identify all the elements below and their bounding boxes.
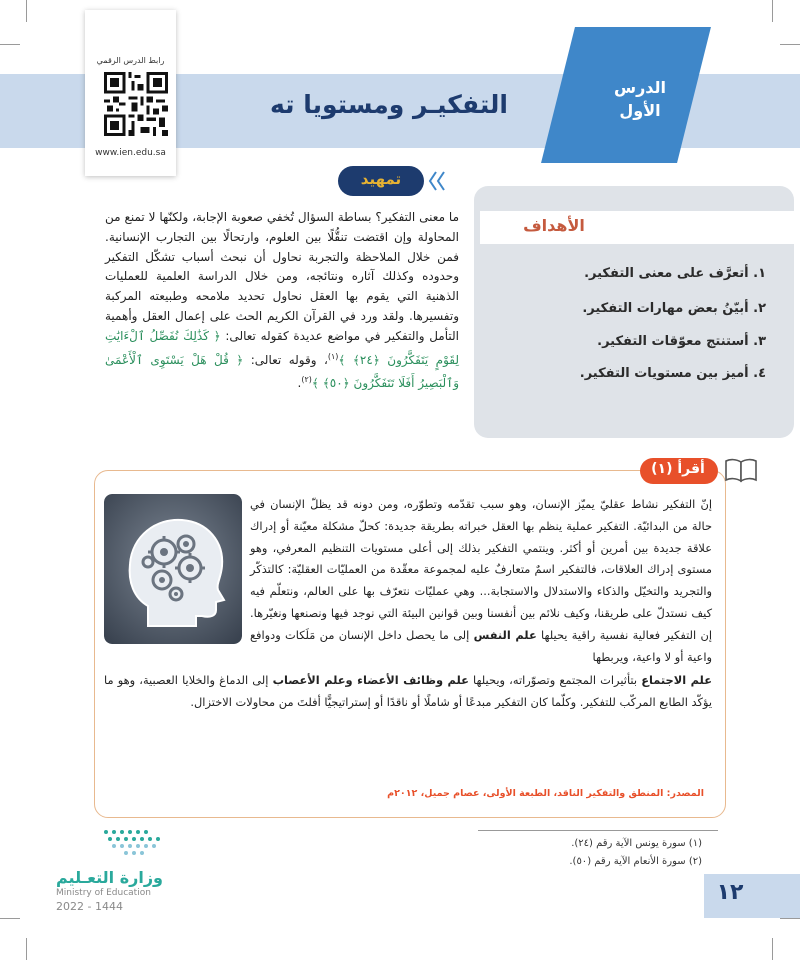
page-number: ١٢ <box>716 880 744 905</box>
qr-label: رابط الدرس الرقمي <box>96 56 165 65</box>
intro-text: ، وقوله تعالى: <box>243 352 328 367</box>
head-gears-illustration <box>104 494 242 644</box>
reading-text: إلى الدماغ والخلايا العصبية، وهو ما يؤكّد الطابع المركّب للتفكير. وكلّما كان التفكير مبدعًا أو شاملًا أو ناقدًا أو إستراتيجيًّا أفلتَ من محاولات الاختزال. <box>104 673 712 709</box>
intro-paragraph <box>105 208 459 394</box>
quran-verse: ﴿ قُلْ هَلْ يَسْتَوِى ٱلْأَعْمَىٰ وَٱلْبَصِيرُ أَفَلَا تَتَفَكَّرُونَ ﴿٥٠﴾ ﴾ <box>105 352 459 391</box>
goal-item: ٤. أميز بين مستويات التفكير. <box>579 366 766 381</box>
crop-mark <box>772 938 773 960</box>
footnote: (٢) سورة الأنعام الآية رقم (٥٠). <box>569 856 702 867</box>
crop-mark <box>772 0 773 22</box>
crop-mark <box>0 918 20 919</box>
reading-text: إلى ما يحصل داخل الإنسان من مَلَكات ودوافع واعية أو لا واعية، ويربطها <box>250 627 712 664</box>
reading-paragraph-continued <box>104 670 712 714</box>
reading-source: المصدر: المنطق والتفكير الناقد، الطبعة الأولى، عصام جميل، ٢٠١٢م <box>387 788 704 799</box>
ministry-name-arabic: وزارة التعـليم <box>56 868 163 887</box>
crop-mark <box>26 938 27 960</box>
ministry-logo-icon <box>100 826 164 856</box>
footnote-ref[interactable]: (١) <box>327 351 339 361</box>
double-chevron-icon <box>426 166 450 196</box>
key-term: علم الاجتماع <box>641 673 712 687</box>
footnote-divider <box>478 830 718 831</box>
lesson-title: التفكيـر ومستويا ته <box>269 90 508 119</box>
footnote: (١) سورة يونس الآية رقم (٢٤). <box>571 838 702 849</box>
reading-label: أقرأ (١) <box>651 461 705 477</box>
crop-mark <box>26 0 27 22</box>
lesson-label-word: الدرس <box>613 78 667 97</box>
qr-code-icon[interactable] <box>104 72 168 136</box>
intro-label: تمهيد <box>360 170 402 188</box>
key-term: علم وظائف الأعضاء وعلم الأعصاب <box>272 673 469 687</box>
crop-mark <box>0 44 20 45</box>
goal-item: ٣. أستنتج معوّقات التفكير. <box>597 334 766 349</box>
open-book-icon <box>724 457 758 483</box>
crop-mark <box>780 918 800 919</box>
ministry-name-english: Ministry of Education <box>56 888 151 898</box>
intro-text: . <box>297 376 302 391</box>
intro-text: ما معنى التفكير؟ بساطة السؤال تُخفي صعوبة الإجابة، ولكنّها لا تمنع من المحاولة وإن اقتضت تنقُّلًا بين العلوم، وارتحالًا بين التجارب الإنسانية. فمن خلال الملاحظة والتجربة نحاول أن نبحث أسباب تشكّل التفكير وحدوده وكذلك آثاره ونتائجه، ومن خلال الدراسة العلمية للعمليات الذهنية التي يقوم بها العقل نحاول تحديد ملامحه وطبيعته المركبة وتفسيرها. ولقد ورد في القرآن الكريم الحث على إعمال العقل وأهمية التأمل والتفكير في مواضع عديدة كقوله تعالى: <box>105 210 459 343</box>
edition-year: 2022 - 1444 <box>56 900 123 913</box>
reading-paragraph <box>250 494 712 668</box>
goal-item: ١. أتعرَّف على معنى التفكير. <box>584 266 766 281</box>
lesson-number-label <box>592 76 688 122</box>
lesson-label-ordinal: الأول <box>619 101 661 120</box>
goals-title: الأهداف <box>523 216 585 235</box>
key-term: علم النفس <box>473 627 537 642</box>
reading-text: إنّ التفكير نشاط عقليّ يميّز الإنسان، وهو سبب تقدّمه وتطوّره، ومن دونه قد يظلّ الإنسان في حالة من البدائيّة. التفكير عملية ينظم بها العقل خبراته بطريقة جديدة: كحلّ مشكلة معيّنة أو إدراك علاقة جديدة بين أمرين أو أكثر. وينتمي التفكير بذلك إلى أعلى مستويات التنظيم المعرفي، وهو مستوى إدراك العلاقات، فالتفكير اسمٌ متعارفٌ عليه لمجموعة معقّدة من العمليّات العقليّة: كالتذكّر والتجريد والتخيّل والذكاء والاستدلال والاستجابة... وهي عمليّات نتعرّف بها على العالم، ونتعلّم فيه كيف نستدلّ على طريقنا، وكيف نلائم بين أنفسنا وبين قوانين البيئة التي نوجد فيها ونصنعها ونغيّرها. إن التفكير فعالية نفسية راقية يحيلها <box>250 497 712 642</box>
goal-item: ٢. أبيّنُ بعض مهارات التفكير. <box>582 301 766 316</box>
qr-url-link[interactable]: www.ien.edu.sa <box>95 148 166 158</box>
quran-verse: ﴿ كَذَٰلِكَ نُفَصِّلُ ٱلْءَايَٰتِ لِقَوْمٍ يَتَفَكَّرُونَ ﴿٢٤﴾ ﴾ <box>105 328 459 367</box>
crop-mark <box>780 44 800 45</box>
footnote-ref[interactable]: (٢) <box>301 375 312 385</box>
reading-text: بتأثيرات المجتمع وتصوّراته، ويحيلها <box>468 673 642 687</box>
